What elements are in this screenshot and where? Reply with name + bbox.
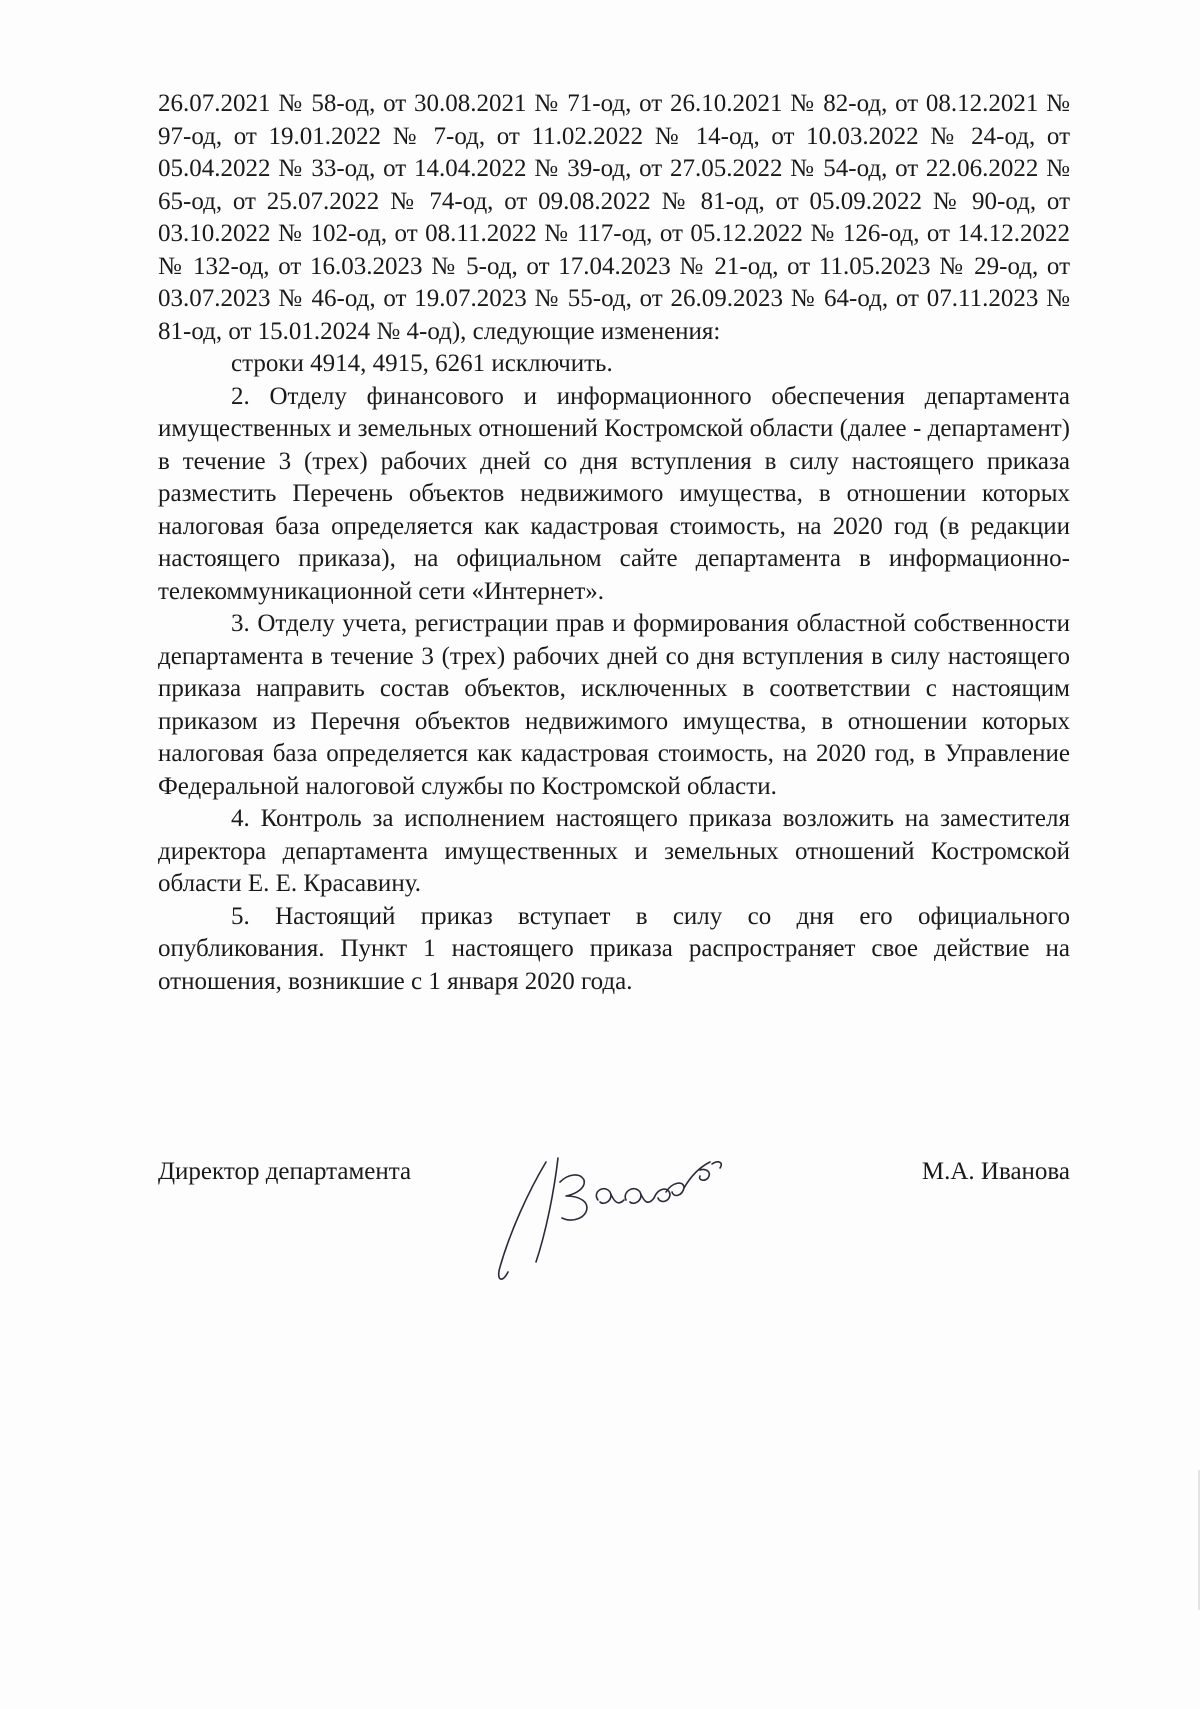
signatory-name: М.А. Иванова xyxy=(921,1158,1070,1185)
paragraph-item-4: 4. Контроль за исполнением настоящего приказа возложить на заместителя директора департамента имущественных и земельных отношений Костромской области Е. Е. Красавину. xyxy=(158,805,1070,897)
paragraph-amendments-list: 26.07.2021 № 58-од, от 30.08.2021 № 71-од, от 26.10.2021 № 82-од, от 08.12.2021 № 97-од, от 19.01.2022 № 7-од, от 11.02.2022 № 14-од, от 10.03.2022 № 24-од, от 05.04.2022 № 33-од, от 14.04.2022 № 39-од, от 27.05.2022 № 54-од, от 22.06.2022 № 65-од, от 25.07.2022 № 74-од, от 09.08.2022 № 81-од, от 05.09.2022 № 90-од, от 03.10.2022 № 102-од, от 08.11.2022 № 117-од, от 05.12.2022 № 126-од, от 14.12.2022 № 132-од, от 16.03.2023 № 5-од, от 17.04.2023 № 21-од, от 11.05.2023 № 29-од, от 03.07.2023 № 46-од, от 19.07.2023 № 55-од, от 26.09.2023 № 64-од, от 07.11.2023 № 81-од, от 15.01.2024 № 4-од), следующие изменения: xyxy=(158,90,1070,345)
paragraph-item-2: 2. Отделу финансового и информационного обеспечения департамента имущественных и земельных отношений Костромской области (далее - департамент) в течение 3 (трех) рабочих дней со дня вступления в силу настоящего приказа разместить Перечень объектов недвижимого имущества, в отношении которых налоговая база определяется как кадастровая стоимость, на 2020 год (в редакции настоящего приказа), на официальном сайте департамента в информационно-телекоммуникационной сети «Интернет». xyxy=(158,382,1070,605)
handwritten-signature xyxy=(488,1122,748,1282)
signature-block xyxy=(158,1150,1070,1310)
paragraph-item-5: 5. Настоящий приказ вступает в силу со дня его официального опубликования. Пункт 1 настоящего приказа распространяет свое действие на отношения, возникшие с 1 января 2020 года. xyxy=(158,902,1070,995)
paragraph-lines-excluded: строки 4914, 4915, 6261 исключить. xyxy=(231,350,613,377)
signatory-position: Директор департамента xyxy=(158,1158,412,1185)
paragraph-item-3: 3. Отделу учета, регистрации прав и формирования областной собственности департамента в течение 3 (трех) рабочих дней со дня вступления в силу настоящего приказа направить состав объектов, исключенных в соответствии с настоящим приказом из Перечня объектов недвижимого имущества, в отношении которых налоговая база определяется как кадастровая стоимость, на 2020 год, в Управление Федеральной налоговой службы по Костромской области. xyxy=(158,610,1070,800)
document-body xyxy=(158,88,1070,998)
